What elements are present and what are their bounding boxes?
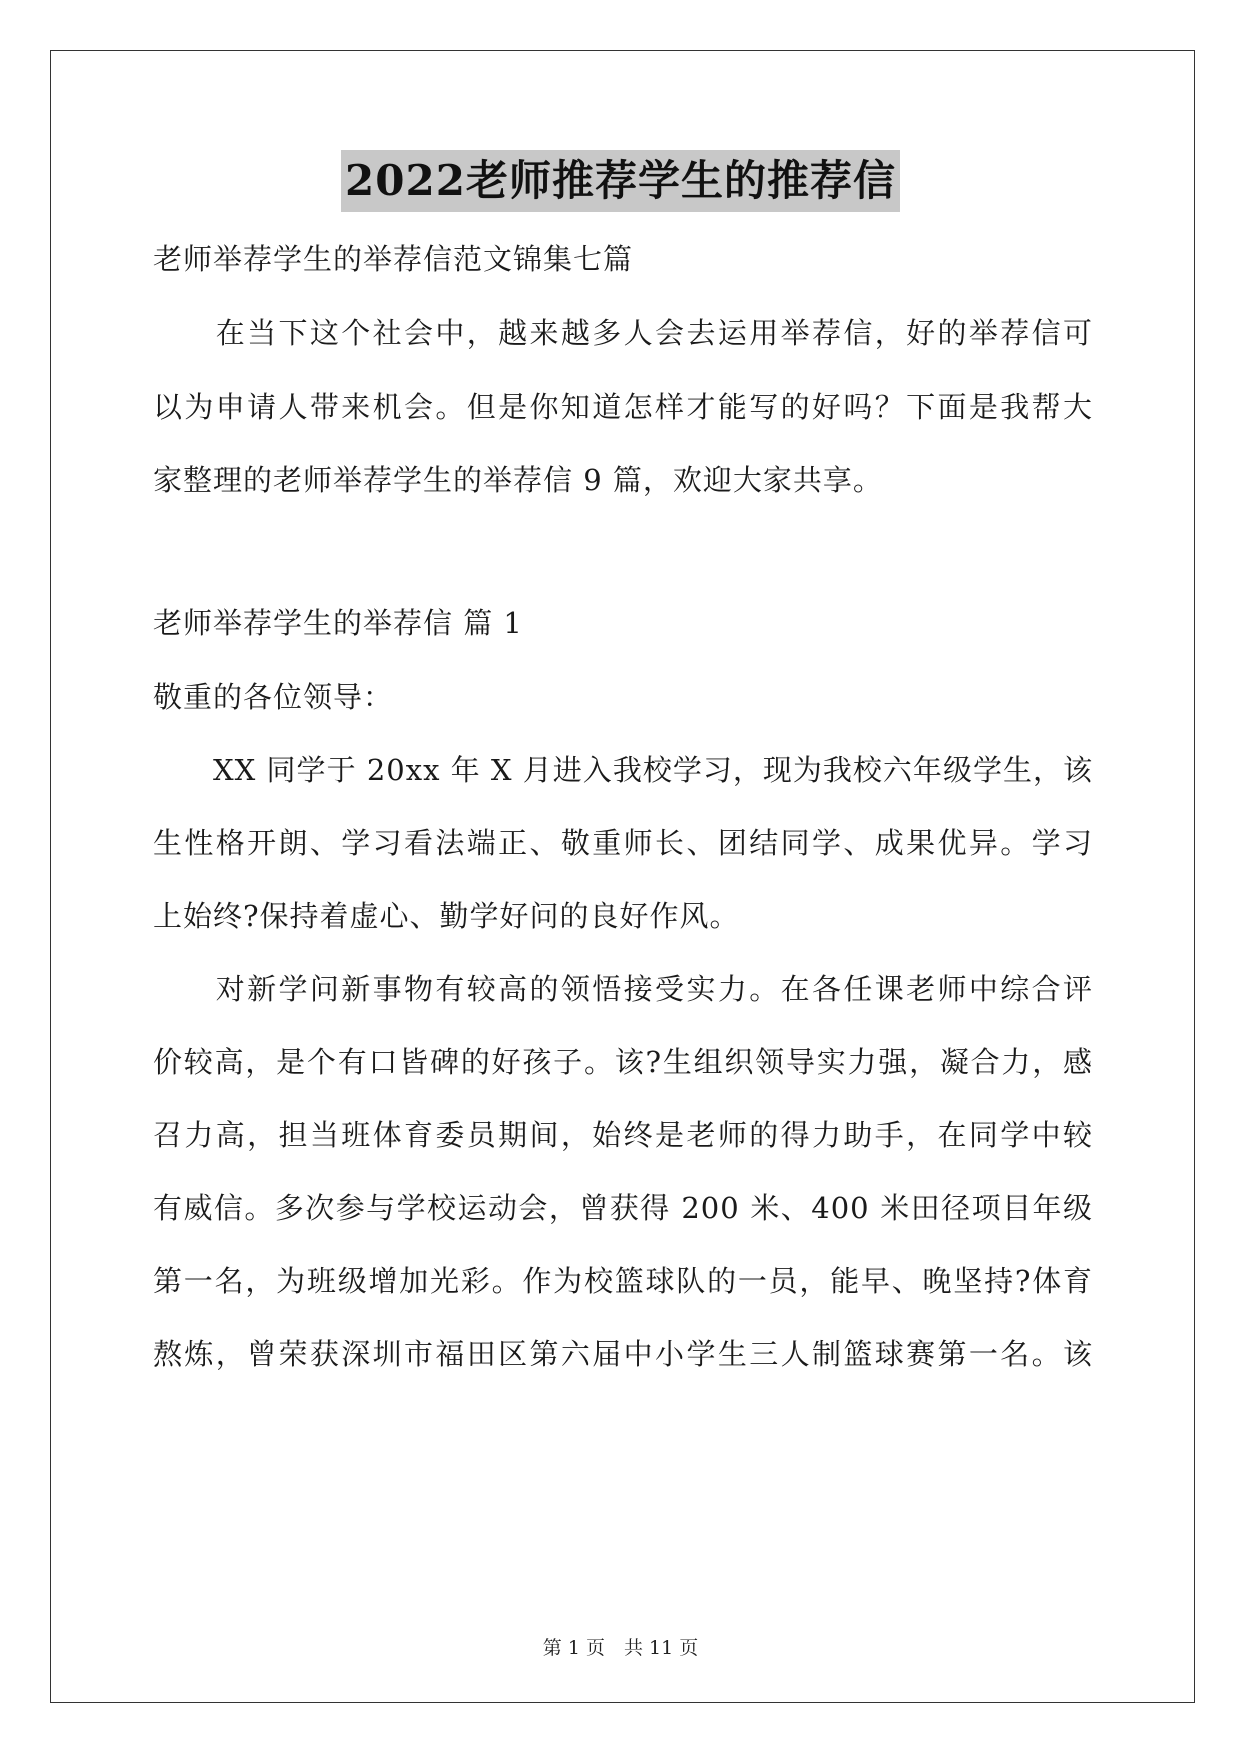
subtitle-line: 老师举荐学生的举荐信范文锦集七篇 bbox=[153, 242, 634, 276]
paragraph-line: 有威信。多次参与学校运动会，曾获得 200 米、400 米田径项目年级 bbox=[153, 1191, 1093, 1225]
paragraph-line: 家整理的老师举荐学生的举荐信 9 篇，欢迎大家共享。 bbox=[153, 463, 883, 497]
paragraph-line: 上始终?保持着虚心、勤学好问的良好作风。 bbox=[153, 899, 740, 933]
paragraph-line: 价较高，是个有口皆碑的好孩子。该?生组织领导实力强，凝合力，感 bbox=[153, 1045, 1093, 1079]
paragraph-line: 以为申请人带来机会。但是你知道怎样才能写的好吗？下面是我帮大 bbox=[153, 390, 1093, 424]
section-heading: 老师举荐学生的举荐信 篇 1 bbox=[153, 606, 523, 640]
page-border bbox=[50, 50, 1195, 1703]
paragraph-line: XX 同学于 20xx 年 X 月进入我校学习，现为我校六年级学生，该 bbox=[153, 753, 1093, 787]
paragraph-line: 熬炼，曾荣获深圳市福田区第六届中小学生三人制篮球赛第一名。该 bbox=[153, 1337, 1093, 1371]
title-container bbox=[0, 150, 1241, 212]
salutation-line: 敬重的各位领导： bbox=[153, 680, 394, 714]
paragraph-line: 生性格开朗、学习看法端正、敬重师长、团结同学、成果优异。学习 bbox=[153, 826, 1093, 860]
paragraph-line: 对新学问新事物有较高的领悟接受实力。在各任课老师中综合评 bbox=[153, 972, 1093, 1006]
paragraph-line: 第一名，为班级增加光彩。作为校篮球队的一员，能早、晚坚持?体育 bbox=[153, 1264, 1093, 1298]
document-title: 2022老师推荐学生的推荐信 bbox=[341, 150, 900, 212]
paragraph-line: 召力高，担当班体育委员期间，始终是老师的得力助手，在同学中较 bbox=[153, 1118, 1093, 1152]
paragraph-line: 在当下这个社会中，越来越多人会去运用举荐信，好的举荐信可 bbox=[153, 316, 1093, 350]
page-footer bbox=[0, 1636, 1241, 1660]
page-number-label: 第 1 页 共 11 页 bbox=[542, 1637, 699, 1659]
